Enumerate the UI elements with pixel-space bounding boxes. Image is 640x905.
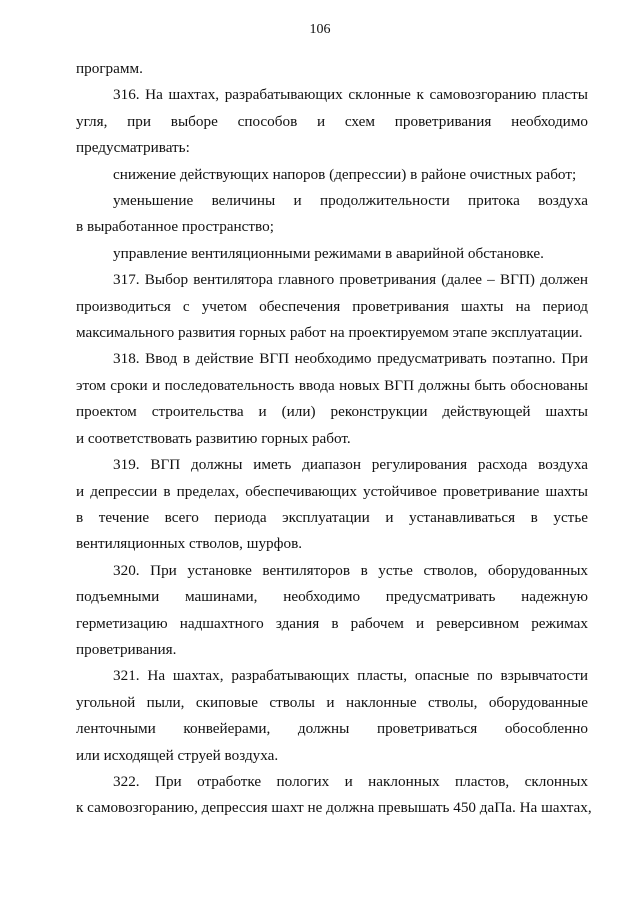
paragraph [76,56,588,82]
paragraph-line: снижение действующих напоров (депрессии) в районе очистных работ; [113,165,577,183]
page-number: 106 [309,22,331,37]
paragraph-line: герметизацию надшахтного здания в рабочем и реверсивном режимах [76,614,588,632]
paragraph-line: и соответствовать развитию горных работ. [76,429,351,447]
paragraph-line: предусматривать: [76,139,190,157]
paragraph-line: уменьшение величины и продолжительности притока воздуха [113,192,588,210]
document-body [76,56,592,822]
paragraph [76,241,588,267]
paragraph [76,162,588,188]
paragraph [76,663,588,769]
paragraph-line: угля, при выборе способов и схем проветривания необходимо [76,112,588,130]
paragraph-line: управление вентиляционными режимами в аварийной обстановке. [113,244,544,262]
paragraph [76,82,588,161]
paragraph-line: 316. На шахтах, разрабатывающих склонные к самовозгоранию пласты [113,86,588,104]
paragraph-line: максимального развития горных работ на проектируемом этапе эксплуатации. [76,324,583,342]
paragraph-line: этом сроки и последовательность ввода новых ВГП должны быть обоснованы [76,376,588,394]
paragraph-line: в выработанное пространство; [76,218,274,236]
paragraph-line: и депрессии в пределах, обеспечивающих устойчивое проветривание шахты [76,482,588,500]
paragraph-line: программ. [76,60,143,77]
paragraph-line: 321. На шахтах, разрабатывающих пласты, опасные по взрывчатости [113,667,588,685]
paragraph [76,452,588,558]
paragraph [76,188,588,241]
paragraph-line: 318. Ввод в действие ВГП необходимо предусматривать поэтапно. При [113,350,588,368]
paragraph-line: производиться с учетом обеспечения проветривания шахты на период [76,297,588,315]
paragraph-line: проектом строительства и (или) реконструкции действующей шахты [76,403,588,421]
paragraph-line: или исходящей струей воздуха. [76,746,279,764]
paragraph-line: 317. Выбор вентилятора главного проветривания (далее – ВГП) должен [113,271,588,289]
paragraph-line: вентиляционных стволов, шурфов. [76,535,303,553]
paragraph [76,558,588,664]
paragraph [76,267,588,346]
paragraph-line: угольной пыли, скиповые стволы и наклонные стволы, оборудованные [76,693,588,711]
paragraph-line: 319. ВГП должны иметь диапазон регулирования расхода воздуха [113,456,588,474]
paragraph [76,346,588,452]
paragraph-line: ленточными конвейерами, должны проветриваться обособленно [76,720,588,738]
paragraph-line: в течение всего периода эксплуатации и устанавливаться в устье [76,508,588,526]
paragraph-line: подъемными машинами, необходимо предусматривать надежную [76,588,588,606]
paragraph-line: 322. При отработке пологих и наклонных пластов, склонных [113,772,588,790]
paragraph-line: к самовозгоранию, депрессия шахт не должна превышать 450 даПа. На шахтах, [76,799,592,817]
paragraph-line: проветривания. [76,640,177,658]
paragraph-line: 320. При установке вентиляторов в устье стволов, оборудованных [113,561,588,579]
paragraph [76,769,592,822]
